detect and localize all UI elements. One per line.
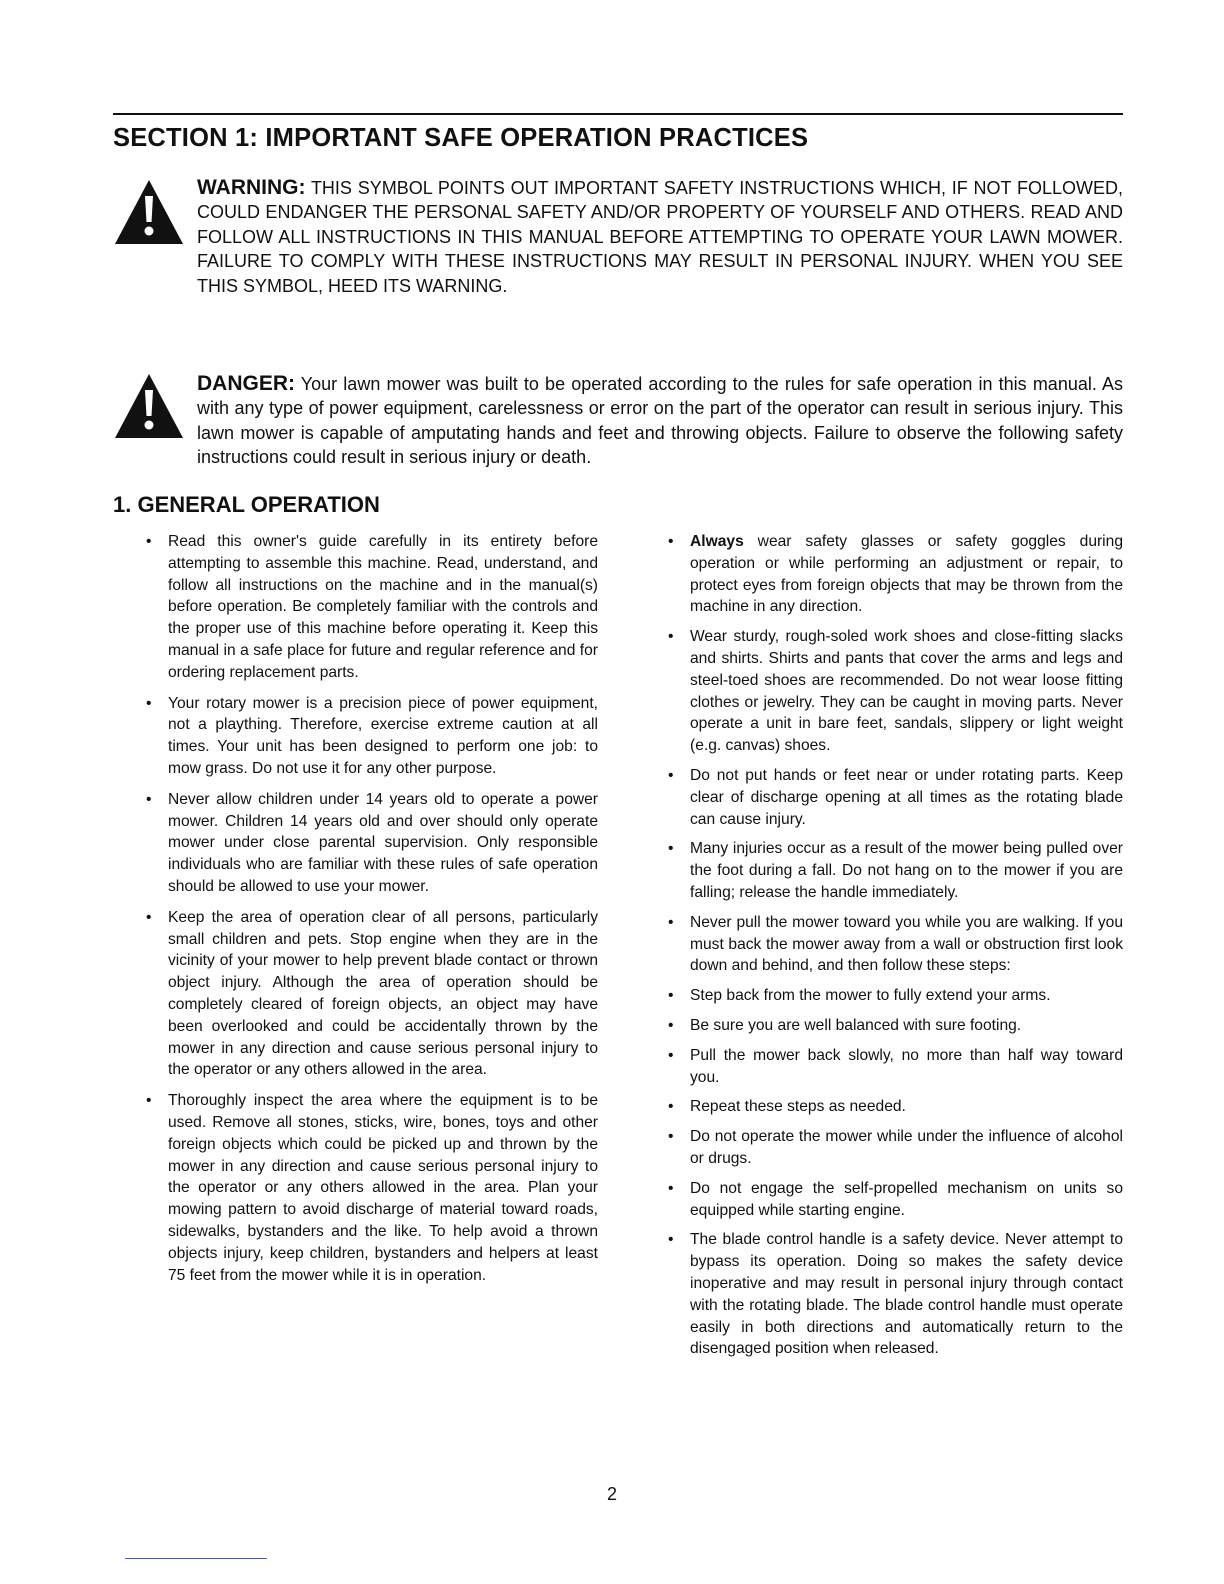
bullet-icon: • bbox=[668, 1016, 674, 1034]
list-item: • Thoroughly inspect the area where the equipment is to be used. Remove all stones, sticks, wire, bones, toys and other foreign objects which could be picked up and thrown by the mower in any direction and cause serious personal injury to the operator or any others allowed in the area. Plan your mowing pattern to avoid discharge of material toward roads, sidewalks, bystanders and the like. To help avoid a thrown objects injury, keep children, bystanders and helpers at least 75 feet from the mower while it is in operation. bbox=[146, 1092, 598, 1284]
bullet-icon: • bbox=[146, 908, 152, 926]
warning-triangle-icon bbox=[113, 178, 185, 246]
list-item: • Many injuries occur as a result of the mower being pulled over the foot during a fall. Do not hang on to the mower if you are falling; release the handle immediately. bbox=[668, 840, 1123, 901]
danger-notice bbox=[113, 372, 1123, 470]
list-item: • Keep the area of operation clear of all persons, particularly small children and pets. Stop engine when they are in the vicinity of your mower to help prevent blade contact or thrown object injury. Although the area of operation should be completely cleared of foreign objects, an object may have been overlooked and could be accidentally thrown by the mower in any direction and cause serious personal injury to the operator or any others allowed in the area. bbox=[146, 908, 598, 1079]
top-rule bbox=[113, 113, 1123, 115]
list-item: • Your rotary mower is a precision piece of power equipment, not a plaything. Therefore, exercise extreme caution at all times. Your unit has been designed to perform one job: to mow grass. Do not use it for any other purpose. bbox=[146, 694, 598, 777]
bullet-icon: • bbox=[668, 987, 674, 1005]
general-operation-title: 1. GENERAL OPERATION bbox=[113, 492, 380, 517]
warning-notice bbox=[113, 176, 1123, 298]
page-number: 2 bbox=[606, 1484, 617, 1504]
danger-label: DANGER: bbox=[197, 372, 295, 395]
bullet-icon: • bbox=[668, 533, 674, 550]
right-column bbox=[668, 531, 1123, 1368]
warning-body: THIS SYMBOL POINTS OUT IMPORTANT SAFETY INSTRUCTIONS WHICH, IF NOT FOLLOWED, COULD ENDANGER THE PERSONAL SAFETY AND/OR PROPERTY OF YOURSELF AND OTHERS. READ AND FOLLOW ALL INSTRUCTIONS IN THIS MANUAL BEFORE ATTEMPTING TO OPERATE YOUR LAWN MOWER. FAILURE TO COMPLY WITH THESE INSTRUCTIONS MAY RESULT IN PERSONAL INJURY. WHEN YOU SEE THIS SYMBOL, HEED ITS WARNING. bbox=[197, 178, 1123, 296]
warning-label: WARNING: bbox=[197, 176, 306, 199]
list-item: • Be sure you are well balanced with sure footing. bbox=[668, 1015, 1123, 1037]
bullet-icon: • bbox=[146, 790, 152, 808]
bullet-icon: • bbox=[668, 1128, 674, 1146]
left-bullet-list bbox=[146, 531, 598, 1286]
list-item: • Wear sturdy, rough-soled work shoes and close-fitting slacks and shirts. Shirts and pants that cover the arms and legs and steel-toed shoes are recommended. Do not wear loose fitting clothes or jewelry. They can be caught in moving parts. Never operate a unit in bare feet, sandals, slippery or light weight (e.g. canvas) shoes. bbox=[668, 628, 1123, 755]
bullet-icon: • bbox=[668, 1046, 674, 1064]
bullet-icon: • bbox=[668, 1231, 674, 1249]
list-item: • Read this owner's guide carefully in its entirety before attempting to assemble this machine. Read, understand, and follow all instructions on the machine and in the manual(s) before operation. Be completely familiar with the controls and the proper use of this machine before operating it. Keep this manual in a safe place for future and regular reference and for ordering replacement parts. bbox=[146, 533, 598, 681]
bullet-icon: • bbox=[146, 533, 152, 550]
danger-text bbox=[197, 372, 1123, 470]
list-item: • Repeat these steps as needed. bbox=[668, 1096, 1123, 1118]
bullet-icon: • bbox=[668, 1179, 674, 1197]
list-item: • Pull the mower back slowly, no more than half way toward you. bbox=[668, 1046, 1123, 1086]
left-column bbox=[146, 531, 598, 1295]
bullet-icon: • bbox=[146, 694, 152, 712]
list-item: • Never allow children under 14 years old to operate a power mower. Children 14 years old and over should only operate mower under close parental supervision. Only responsible individuals who are familiar with these rules of safe operation should be allowed to use your mower. bbox=[146, 790, 598, 895]
list-item: • Do not operate the mower while under the influence of alcohol or drugs. bbox=[668, 1128, 1123, 1167]
danger-body: Your lawn mower was built to be operated according to the rules for safe operation in this manual. As with any type of power equipment, carelessness or error on the part of the operator can result in serious injury. This lawn mower is capable of amputating hands and feet and throwing objects. Failure to observe the following safety instructions could result in serious injury or death. bbox=[197, 374, 1123, 468]
right-bullet-list bbox=[668, 531, 1123, 1360]
list-item: • Never pull the mower toward you while you are walking. If you must back the mower away from a wall or obstruction first look down and behind, and then follow these steps: bbox=[668, 913, 1123, 975]
section-title: SECTION 1: IMPORTANT SAFE OPERATION PRACTICES bbox=[113, 124, 809, 152]
list-item: • Do not engage the self-propelled mechanism on units so equipped while starting engine. bbox=[668, 1179, 1123, 1219]
emphasis-always: Always bbox=[690, 533, 744, 550]
warning-text bbox=[197, 176, 1123, 298]
footer-divider bbox=[125, 1558, 267, 1559]
warning-triangle-icon bbox=[113, 372, 185, 440]
bullet-icon: • bbox=[668, 840, 674, 858]
list-item: • Always wear safety glasses or safety goggles during operation or while performing an adjustment or repair, to protect eyes from foreign objects that may be thrown from the machine in any direction. bbox=[668, 533, 1123, 616]
bullet-icon: • bbox=[668, 766, 674, 784]
bullet-icon: • bbox=[668, 1098, 674, 1116]
bullet-icon: • bbox=[668, 913, 674, 931]
bullet-icon: • bbox=[668, 628, 674, 646]
bullet-icon: • bbox=[146, 1092, 152, 1110]
list-item: • Step back from the mower to fully extend your arms. bbox=[668, 985, 1123, 1007]
list-item: • Do not put hands or feet near or under rotating parts. Keep clear of discharge opening at all times as the rotating blade can cause injury. bbox=[668, 766, 1123, 828]
list-item: • The blade control handle is a safety device. Never attempt to bypass its operation. Doing so makes the safety device inoperative and may result in personal injury through contact with the rotating blade. The blade control handle must operate easily in both directions and automatically return to the disengaged position when released. bbox=[668, 1231, 1123, 1358]
